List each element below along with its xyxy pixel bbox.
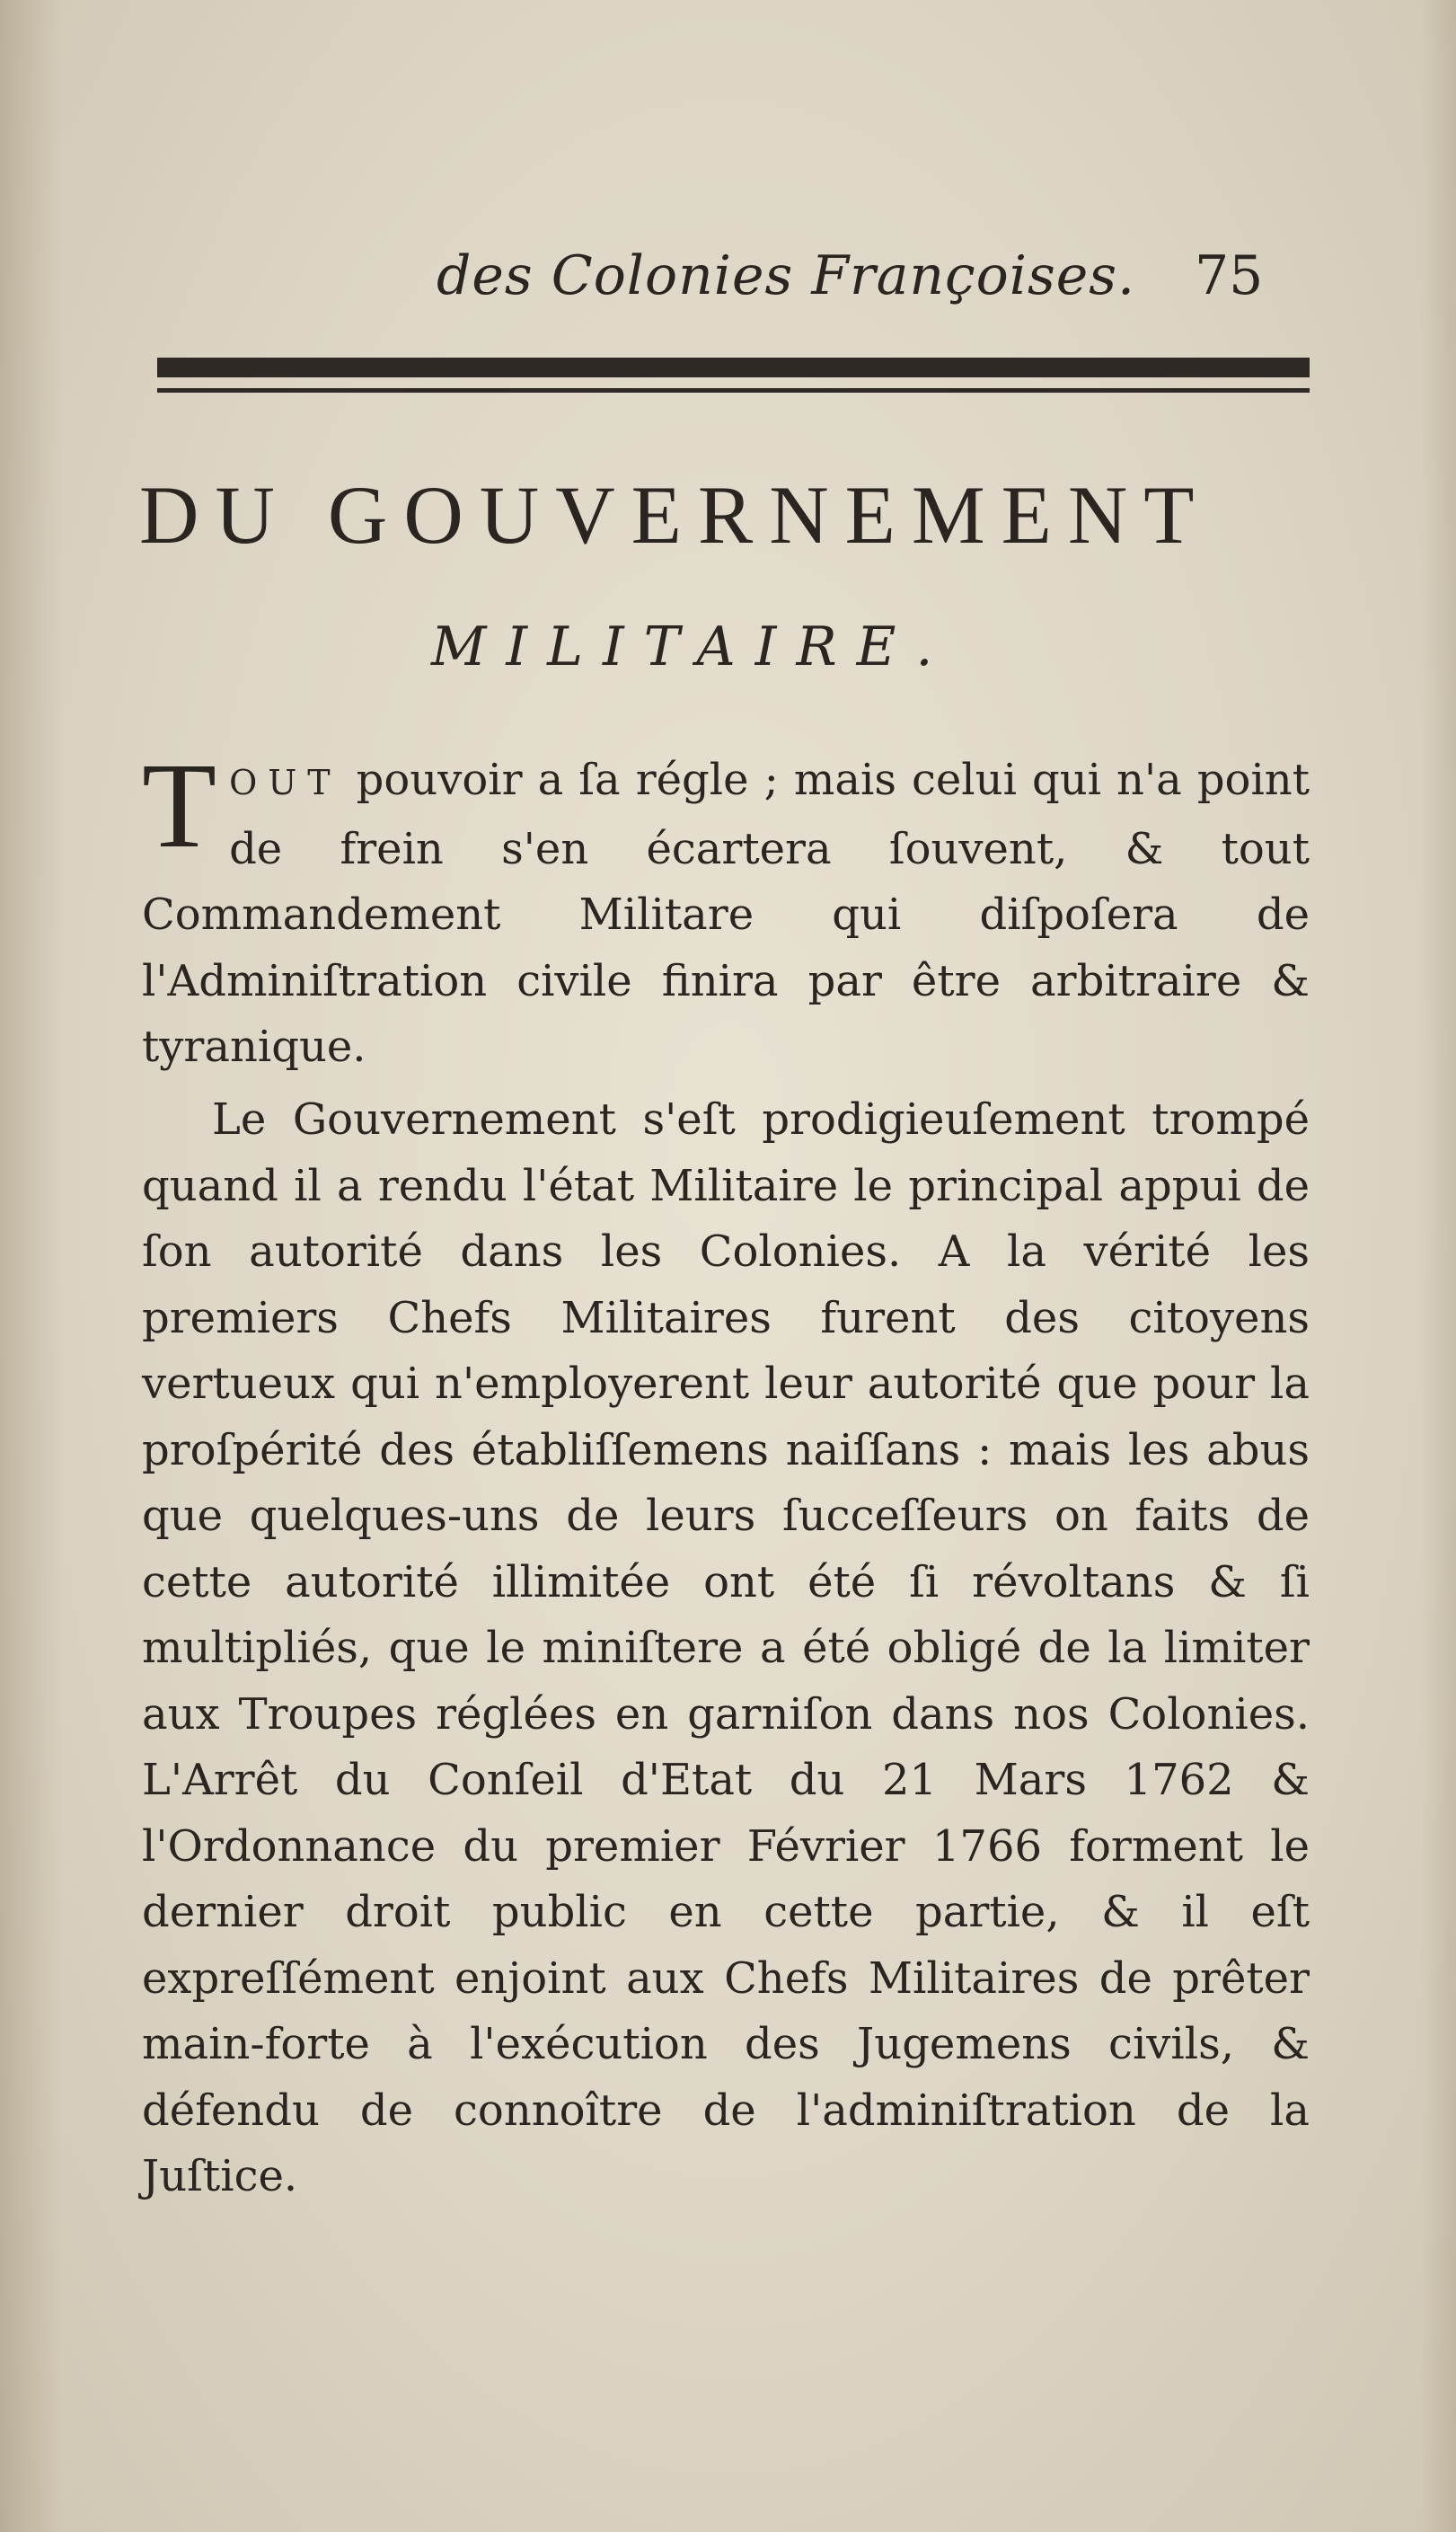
ornamental-rule-thin [157, 388, 1310, 393]
page-number: 75 [1195, 244, 1264, 307]
small-caps-opening: OUT [229, 763, 341, 802]
drop-cap: T [142, 739, 217, 873]
chapter-subtitle: MILITAIRE. [431, 615, 953, 678]
running-title: des Colonies Françoises. [437, 244, 1136, 307]
paragraph-1-text: pouvoir a ſa régle ; mais celui qui n'a point de frein s'en écartera ſouvent, & tout Commandement Militare qui diſpoſera de l'Adminiſtration civile finira par être arbitraire & tyranique. [142, 755, 1310, 1072]
paragraph-1 [142, 739, 1310, 1081]
ornamental-rule-thick [157, 358, 1310, 377]
chapter-title: DU GOUVERNEMENT [139, 469, 1211, 561]
paragraph-2: Le Gouvernement s'eſt prodigieuſement trompé quand il a rendu l'état Militaire le principal appui de ſon autorité dans les Colonies. A la vérité les premiers Chefs Militaires furent des citoyens vertueux qui n'employerent leur autorité que pour la proſpérité des établiſſemens naiſſans : mais les abus que quelques-uns de leurs ſucceſſeurs on faits de cette autorité illimitée ont été ſi révoltans & ſi multipliés, que le miniſtere a été obligé de la limiter aux Troupes réglées en garniſon dans nos Colonies. L'Arrêt du Conſeil d'Etat du 21 Mars 1762 & l'Ordonnance du premier Février 1766 forment le dernier droit public en cette partie, & il eſt expreſſément enjoint aux Chefs Militaires de prêter main-forte à l'exécution des Jugemens civils, & défendu de connoître de l'adminiſtration de la Juſtice. [142, 1094, 1310, 2201]
